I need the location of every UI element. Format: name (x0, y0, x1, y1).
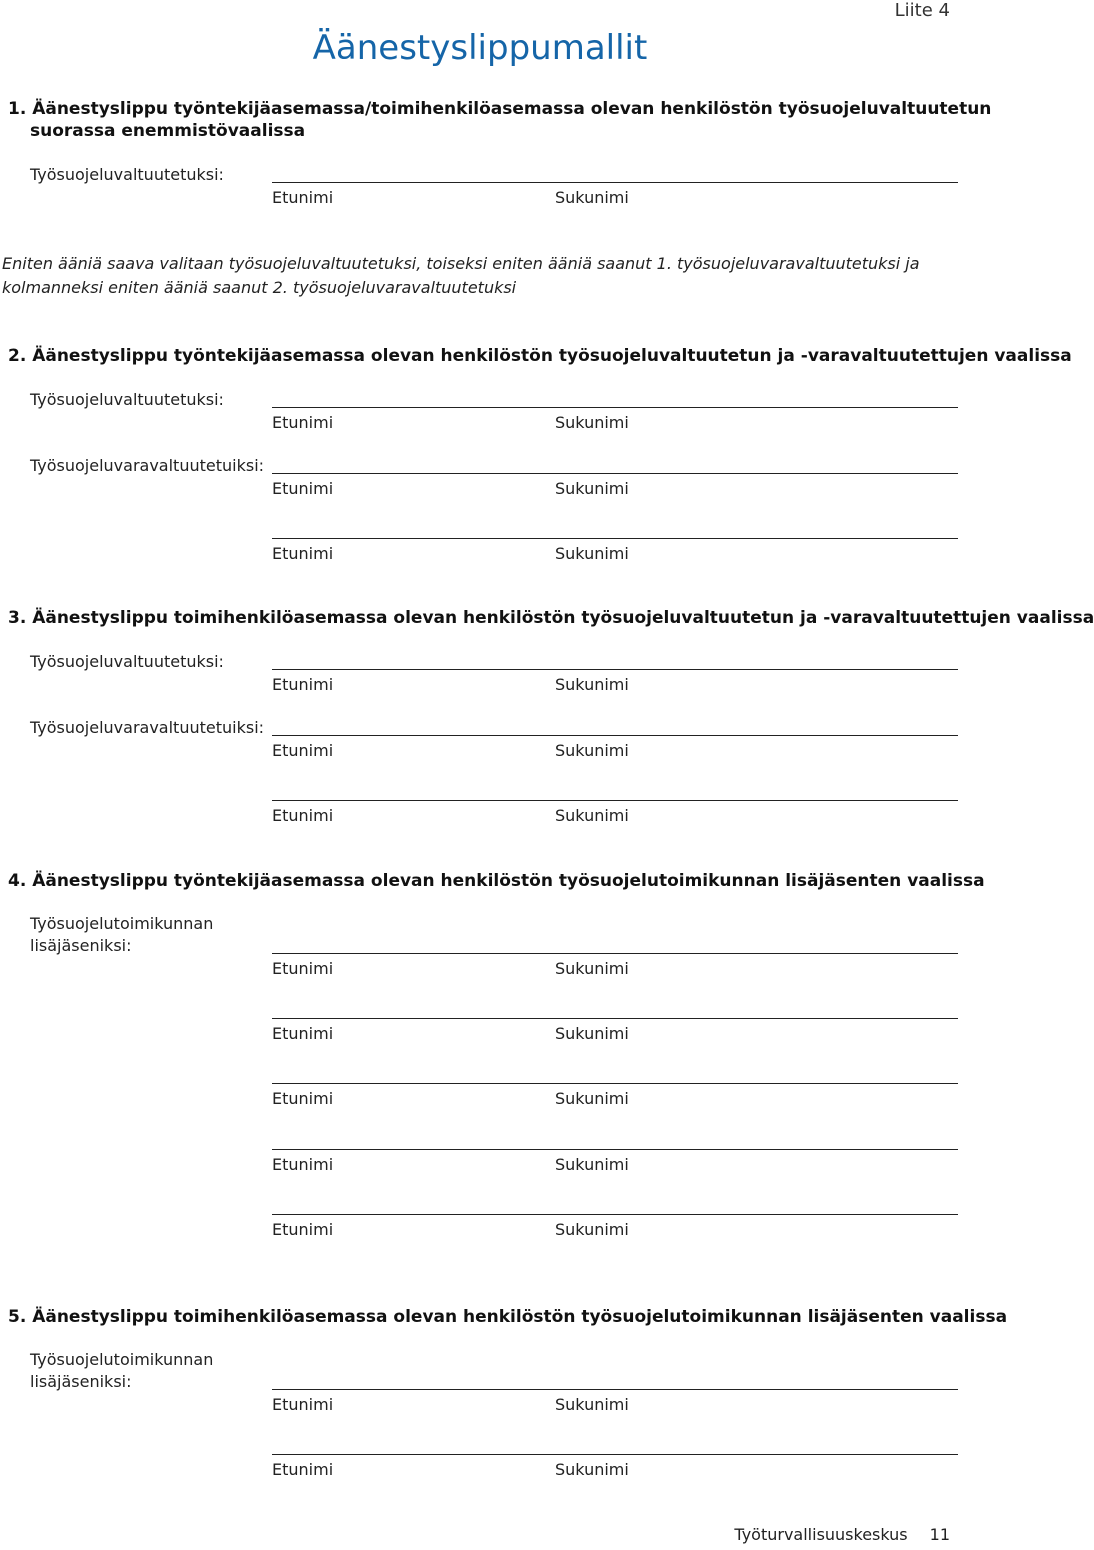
last-name-caption: Sukunimi (555, 479, 629, 498)
last-name-caption: Sukunimi (555, 1220, 629, 1239)
name-line (272, 1083, 958, 1084)
section-1-title-line2: suorassa enemmistövaalissa (30, 121, 306, 141)
first-name-caption: Etunimi (272, 675, 334, 694)
name-line (272, 669, 958, 670)
first-name-caption: Etunimi (272, 806, 334, 825)
name-line (272, 1454, 958, 1455)
deputies-label: Työsuojeluvaravaltuutetuiksi: (30, 456, 265, 475)
name-line (272, 1389, 958, 1390)
name-line (272, 407, 958, 408)
name-line (272, 1214, 958, 1215)
first-name-caption: Etunimi (272, 1460, 334, 1479)
first-name-caption: Etunimi (272, 479, 334, 498)
first-name-caption: Etunimi (272, 1155, 334, 1174)
last-name-caption: Sukunimi (555, 1089, 629, 1108)
delegate-label: Työsuojeluvaltuutetuksi: (30, 390, 224, 409)
first-name-caption: Etunimi (272, 1220, 334, 1239)
name-line (272, 1149, 958, 1150)
committee-label-line2: lisäjäseniksi: (30, 1372, 132, 1391)
section-3-title: 3. Äänestyslippu toimihenkilöasemassa olevan henkilöstön työsuojeluvaltuutetun ja -varavaltuutettujen vaalissa (8, 608, 1094, 628)
committee-label: Työsuojelutoimikunnan (30, 914, 214, 933)
name-line (272, 1018, 958, 1019)
name-line (272, 182, 958, 183)
name-line (272, 953, 958, 954)
last-name-caption: Sukunimi (555, 675, 629, 694)
appendix-label: Liite 4 (894, 0, 950, 21)
first-name-caption: Etunimi (272, 1395, 334, 1414)
section-5-title: 5. Äänestyslippu toimihenkilöasemassa olevan henkilöstön työsuojelutoimikunnan lisäjäsenten vaalissa (8, 1307, 1008, 1327)
name-line (272, 735, 958, 736)
section-2-title: 2. Äänestyslippu työntekijäasemassa olevan henkilöstön työsuojeluvaltuutetun ja -varavaltuutettujen vaalissa (8, 346, 1072, 366)
first-name-caption: Etunimi (272, 1089, 334, 1108)
footer-org: Työturvallisuuskeskus (734, 1525, 908, 1544)
first-name-caption: Etunimi (272, 413, 334, 432)
last-name-caption: Sukunimi (555, 741, 629, 760)
section-4-title: 4. Äänestyslippu työntekijäasemassa olevan henkilöstön työsuojelutoimikunnan lisäjäsenten vaalissa (8, 871, 985, 891)
first-name-caption: Etunimi (272, 544, 334, 563)
section-1-title: 1. Äänestyslippu työntekijäasemassa/toimihenkilöasemassa olevan henkilöstön työsuojeluvaltuutetun (8, 99, 992, 119)
delegate-label: Työsuojeluvaltuutetuksi: (30, 165, 224, 184)
first-name-caption: Etunimi (272, 741, 334, 760)
name-line (272, 538, 958, 539)
name-line (272, 800, 958, 801)
delegate-label: Työsuojeluvaltuutetuksi: (30, 652, 224, 671)
last-name-caption: Sukunimi (555, 1024, 629, 1043)
last-name-caption: Sukunimi (555, 806, 629, 825)
committee-label: Työsuojelutoimikunnan (30, 1350, 214, 1369)
first-name-caption: Etunimi (272, 959, 334, 978)
page-footer (734, 1525, 950, 1544)
name-line (272, 473, 958, 474)
last-name-caption: Sukunimi (555, 413, 629, 432)
first-name-caption: Etunimi (272, 188, 334, 207)
committee-label-line2: lisäjäseniksi: (30, 936, 132, 955)
last-name-caption: Sukunimi (555, 188, 629, 207)
last-name-caption: Sukunimi (555, 1155, 629, 1174)
last-name-caption: Sukunimi (555, 959, 629, 978)
first-name-caption: Etunimi (272, 1024, 334, 1043)
page-number: 11 (929, 1525, 950, 1544)
page-title: Äänestyslippumallit (312, 28, 648, 68)
last-name-caption: Sukunimi (555, 1460, 629, 1479)
election-note: Eniten ääniä saava valitaan työsuojeluvaltuutetuksi, toiseksi eniten ääniä saanut 1. työsuojeluvaravaltuutetuksi ja kolmanneksi eniten ääniä saanut 2. työsuojeluvaravaltuutetuksi (2, 254, 920, 297)
deputies-label: Työsuojeluvaravaltuutetuiksi: (30, 718, 265, 737)
last-name-caption: Sukunimi (555, 544, 629, 563)
last-name-caption: Sukunimi (555, 1395, 629, 1414)
